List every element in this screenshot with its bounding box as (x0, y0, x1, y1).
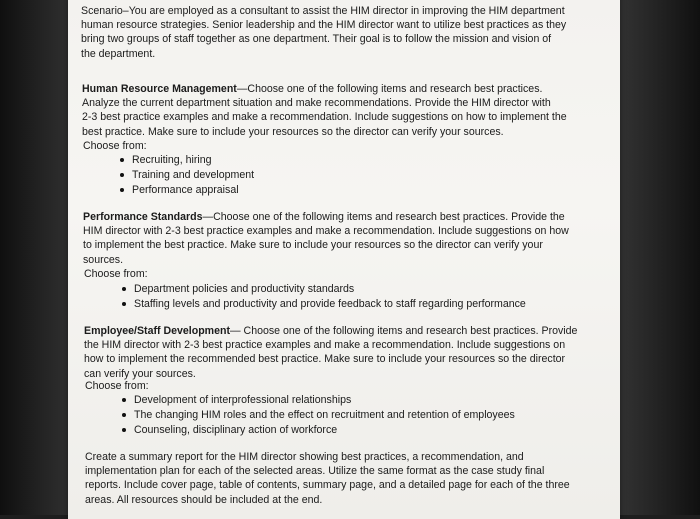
ps-paragraph (83, 210, 569, 267)
ps-line: sources. (83, 253, 124, 266)
esd-heading: Employee/Staff Development (84, 325, 230, 337)
summary-paragraph (85, 450, 570, 507)
scenario-line: the department. (81, 47, 156, 60)
ps-line: HIM director with 2-3 best practice examples and make a recommendation. Include suggestions on how (83, 225, 569, 238)
photo-background-right (618, 0, 700, 515)
scenario-line: bring two groups of staff together as one department. Their goal is to follow the mission and vision of (81, 33, 552, 46)
list-item: Department policies and productivity standards (122, 282, 526, 297)
hrm-paragraph (82, 82, 567, 139)
list-item: Training and development (120, 168, 254, 183)
list-item: The changing HIM roles and the effect on recruitment and retention of employees (122, 408, 515, 423)
scenario-paragraph (81, 4, 566, 61)
hrm-line: Analyze the current department situation and make recommendations. Provide the HIM director with (82, 97, 551, 110)
ps-line: to implement the best practice. Make sure to include your resources so the director can verify your (83, 239, 543, 252)
list-item: Performance appraisal (120, 183, 254, 198)
bullet-icon (122, 413, 126, 417)
summary-line: Create a summary report for the HIM director showing best practices, a recommendation, and (85, 451, 524, 463)
esd-line: can verify your sources. (84, 367, 196, 380)
ps-options-list (122, 282, 526, 312)
list-item: Recruiting, hiring (120, 153, 254, 168)
bullet-icon (120, 188, 124, 192)
summary-line: reports. Include cover page, table of contents, summary page, and a detailed page for each of the three (85, 479, 570, 492)
photo-background-left (0, 0, 68, 515)
summary-line: implementation plan for each of the selected areas. Utilize the same format as the case study final (85, 465, 545, 478)
list-item: Staffing levels and productivity and provide feedback to staff regarding performance (122, 297, 526, 312)
hrm-line: —Choose one of the following items and research best practices. (236, 83, 543, 95)
esd-paragraph (84, 324, 577, 381)
bullet-icon (122, 398, 126, 402)
esd-choose-label: Choose from: (85, 380, 149, 392)
bullet-icon (120, 158, 124, 162)
bullet-icon (122, 302, 126, 306)
esd-line: — Choose one of the following items and research best practices. Provide (230, 325, 578, 337)
hrm-options-list (120, 153, 254, 198)
list-item: Counseling, disciplinary action of workforce (122, 423, 515, 438)
document-page (68, 0, 620, 519)
hrm-heading: Human Resource Management (82, 83, 237, 95)
hrm-choose-label: Choose from: (83, 140, 147, 152)
bullet-icon (122, 287, 126, 291)
scenario-line: Scenario–You are employed as a consultant to assist the HIM director in improving the HIM department (81, 5, 565, 17)
summary-line: areas. All resources should be included at the end. (85, 493, 323, 506)
ps-line: —Choose one of the following items and research best practices. Provide the (202, 211, 565, 223)
esd-options-list (122, 393, 515, 438)
ps-heading: Performance Standards (83, 211, 203, 223)
esd-line: how to implement the recommended best practice. Make sure to include your resources so the director (84, 353, 566, 366)
esd-line: the HIM director with 2-3 best practice examples and make a recommendation. Include suggestions on (84, 339, 566, 352)
hrm-line: best practice. Make sure to include your resources so the director can verify your sources. (82, 125, 504, 138)
bullet-icon (122, 428, 126, 432)
list-item: Development of interprofessional relationships (122, 393, 515, 408)
scenario-line: human resource strategies. Senior leadership and the HIM director want to utilize best practices as they (81, 19, 567, 32)
ps-choose-label: Choose from: (84, 268, 148, 280)
hrm-line: 2-3 best practice examples and make a recommendation. Include suggestions on how to implement the (82, 111, 567, 124)
bullet-icon (120, 173, 124, 177)
